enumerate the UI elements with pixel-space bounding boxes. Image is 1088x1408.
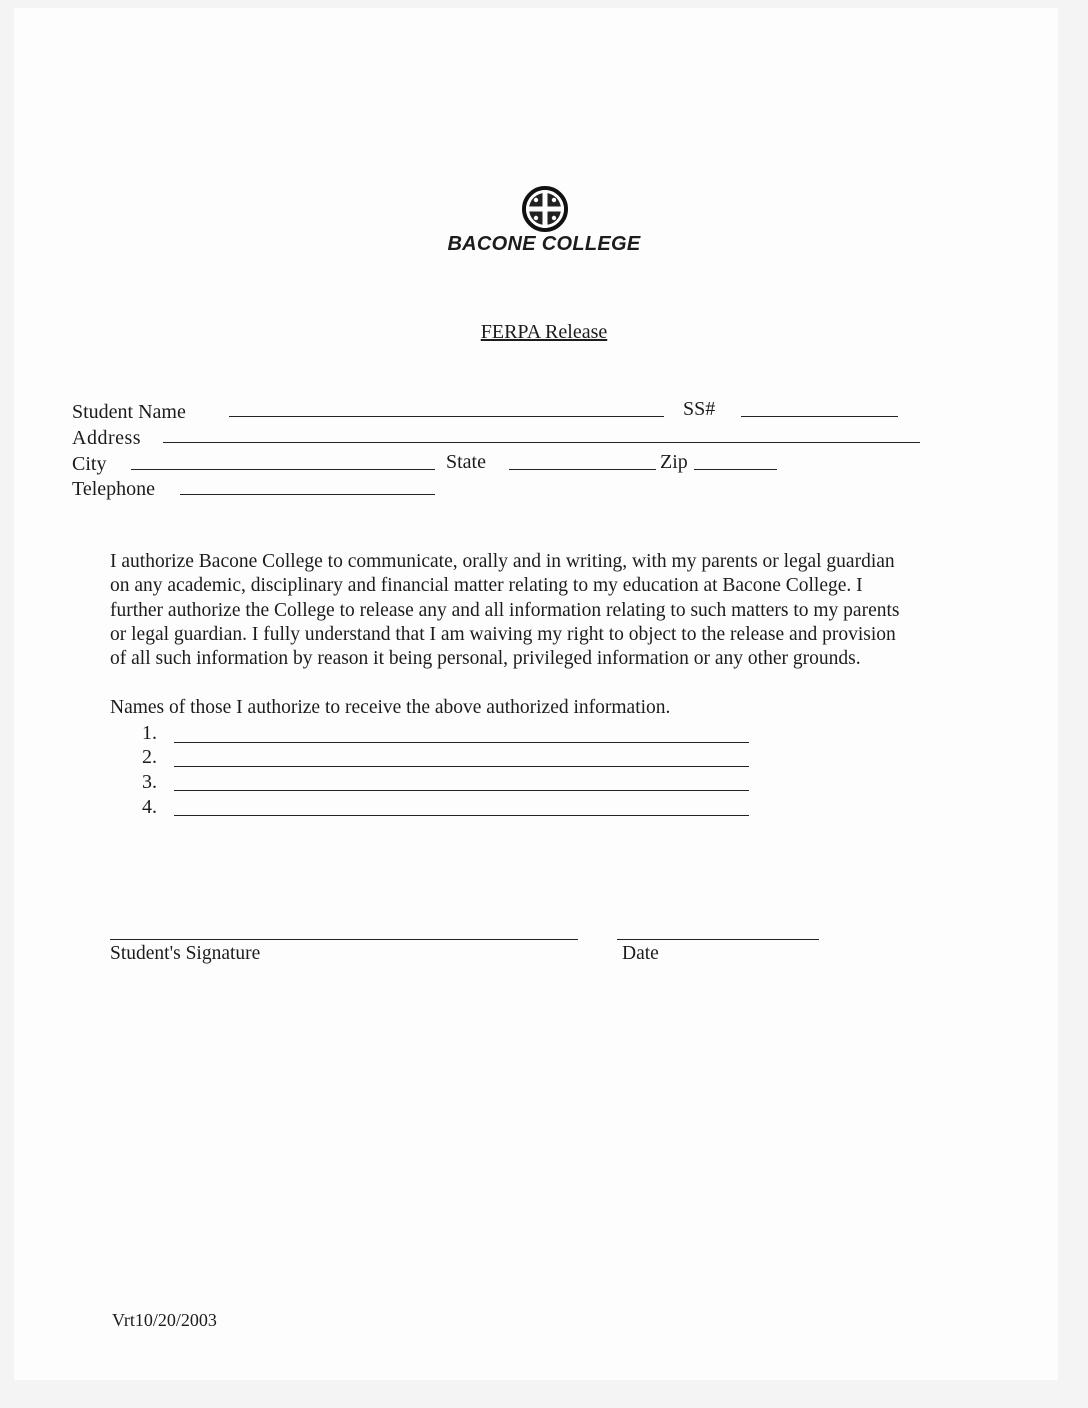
authorized-name-field-2[interactable] xyxy=(174,766,749,767)
telephone-field[interactable] xyxy=(180,494,435,495)
telephone-label: Telephone xyxy=(72,478,156,500)
address-label: Address xyxy=(72,427,142,449)
student-signature-field[interactable] xyxy=(110,939,578,940)
circle-cross-seal-icon xyxy=(522,186,568,232)
authorization-line: I authorize Bacone College to communicate, orally and in writing, with my parents or legal guardian xyxy=(110,551,895,572)
authorization-line: of all such information by reason it being personal, privileged information or any other grounds. xyxy=(110,648,861,670)
authorization-line: or legal guardian. I fully understand that I am waiving my right to object to the release and provision xyxy=(110,623,896,645)
names-prompt: Names of those I authorize to receive the above authorized information. xyxy=(110,697,671,718)
state-label: State xyxy=(446,451,486,473)
ss-label: SS# xyxy=(683,398,716,420)
student-name-label: Student Name xyxy=(72,401,186,423)
date-label: Date xyxy=(622,943,659,964)
state-field[interactable] xyxy=(509,469,656,470)
date-field[interactable] xyxy=(617,939,819,940)
city-field[interactable] xyxy=(131,469,435,470)
authorization-line: on any academic, disciplinary and financial matter relating to my education at Bacone College. I xyxy=(110,575,863,597)
name-list-number: 2. xyxy=(142,746,157,768)
version-code: Vrt10/20/2003 xyxy=(112,1310,217,1330)
address-field[interactable] xyxy=(163,442,920,443)
city-label: City xyxy=(72,453,107,475)
authorized-name-field-1[interactable] xyxy=(174,742,749,743)
zip-field[interactable] xyxy=(694,469,777,470)
authorized-name-field-3[interactable] xyxy=(174,790,749,791)
name-list-number: 4. xyxy=(142,796,157,818)
zip-label: Zip xyxy=(660,451,688,473)
authorization-line: further authorize the College to release any and all information relating to such matters to my parents xyxy=(110,599,900,621)
name-list-number: 1. xyxy=(142,722,157,744)
name-list-number: 3. xyxy=(142,771,157,793)
student-signature-label: Student's Signature xyxy=(110,943,261,964)
ss-field[interactable] xyxy=(741,416,898,417)
authorization-paragraph xyxy=(110,550,990,671)
form-title: FERPA Release xyxy=(480,321,608,343)
authorized-name-field-4[interactable] xyxy=(174,815,749,816)
college-name: BACONE COLLEGE xyxy=(447,233,641,255)
student-name-field[interactable] xyxy=(229,416,664,417)
